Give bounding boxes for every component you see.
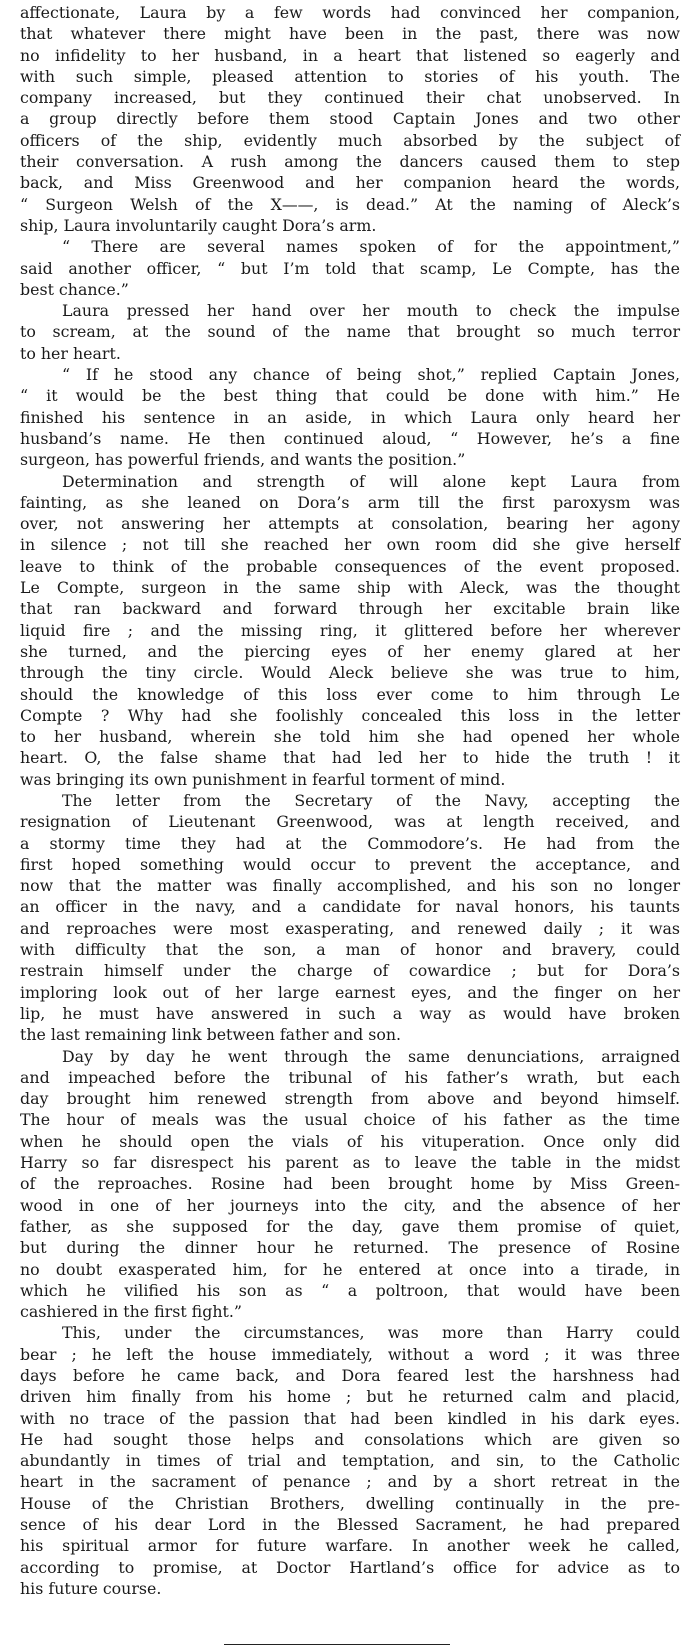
text-line: now that the matter was finally accomplished, and his son no longer	[20, 876, 680, 896]
text-line: lip, he must have answered in such a way as would have broken	[20, 1003, 680, 1023]
text-line: an officer in the navy, and a candidate for naval honors, his taunts	[20, 897, 680, 917]
text-line: He had sought those helps and consolations which are given so	[20, 1429, 680, 1449]
text-line: abundantly in times of trial and temptation, and sin, to the Catholic	[20, 1451, 680, 1471]
text-line: husband’s name. He then continued aloud, “ However, he’s a fine	[20, 428, 680, 448]
text-line: The letter from the Secretary of the Navy, accepting the	[62, 790, 680, 810]
text-line: House of the Christian Brothers, dwelling continually in the pre-	[20, 1493, 680, 1513]
text-line: wood in one of her journeys into the city, and the absence of her	[20, 1195, 680, 1215]
text-line: Day by day he went through the same denunciations, arraigned	[62, 1046, 680, 1066]
text-line: said another officer, “ but I’m told that scamp, Le Compte, has the	[20, 258, 680, 278]
text-line: resignation of Lieutenant Greenwood, was at length received, and	[20, 812, 680, 832]
text-line: best chance.”	[20, 279, 129, 299]
text-line: first hoped something would occur to prevent the acceptance, and	[20, 854, 680, 874]
text-line: restrain himself under the charge of cowardice ; but for Dora’s	[20, 961, 680, 981]
text-line: back, and Miss Greenwood and her companion heard the words,	[20, 173, 680, 193]
text-line: his future course.	[20, 1578, 162, 1598]
text-line: father, as she supposed for the day, gave them promise of quiet,	[20, 1216, 680, 1236]
text-line: no doubt exasperated him, for he entered at once into a tirade, in	[20, 1259, 680, 1279]
text-line: “ If he stood any chance of being shot,” replied Captain Jones,	[62, 365, 680, 385]
text-line: to her heart.	[20, 343, 121, 363]
text-line: Laura pressed her hand over her mouth to check the impulse	[62, 301, 680, 321]
text-line: driven him finally from his home ; but he returned calm and placid,	[20, 1387, 680, 1407]
text-line: Determination and strength of will alone kept Laura from	[62, 471, 680, 491]
text-line: and impeached before the tribunal of his father’s wrath, but each	[20, 1067, 680, 1087]
text-line: the last remaining link between father and son.	[20, 1025, 402, 1045]
text-line: with difficulty that the son, a man of honor and bravery, could	[20, 940, 680, 960]
text-line: “ There are several names spoken of for the appointment,”	[62, 237, 680, 257]
text-line: to scream, at the sound of the name that brought so much terror	[20, 322, 680, 342]
text-line: days before he came back, and Dora feared lest the harshness had	[20, 1366, 680, 1385]
text-line: over, not answering her attempts at consolation, bearing her agony	[20, 514, 680, 534]
text-line: she turned, and the piercing eyes of her enemy glared at her	[20, 641, 680, 661]
text-line: leave to think of the probable consequences of the event proposed.	[20, 556, 680, 576]
text-line: that ran backward and forward through her excitable brain like	[20, 599, 680, 619]
text-line: that whatever there might have been in the past, there was now	[20, 24, 680, 44]
text-line: fainting, as she leaned on Dora’s arm till the first paroxysm was	[20, 492, 680, 512]
text-line: ship, Laura involuntarily caught Dora’s arm.	[20, 215, 377, 235]
text-line: liquid fire ; and the missing ring, it glittered before her wherever	[20, 620, 680, 640]
text-line: a stormy time they had at the Commodore’s. He had from the	[20, 833, 680, 853]
text-line: his spiritual armor for future warfare. In another week he called,	[20, 1536, 680, 1556]
text-line: heart. O, the false shame that had led her to hide the truth ! it	[20, 748, 680, 768]
text-line: cashiered in the first fight.”	[20, 1302, 242, 1322]
text-line: This, under the circumstances, was more than Harry could	[62, 1323, 680, 1343]
text-line: affectionate, Laura by a few words had convinced her companion,	[20, 3, 680, 22]
text-line: finished his sentence in an aside, in which Laura only heard her	[20, 407, 680, 427]
text-line: to her husband, wherein she told him she had opened her whole	[20, 727, 680, 747]
text-line: their conversation. A rush among the dancers caused them to step	[20, 152, 680, 172]
text-line: heart in the sacrament of penance ; and by a short retreat in the	[20, 1472, 680, 1492]
text-line: day brought him renewed strength from above and beyond himself.	[20, 1089, 680, 1109]
text-line: “ it would be the best thing that could be done with him.” He	[20, 386, 680, 406]
text-line: imploring look out of her large earnest eyes, and the finger on her	[20, 982, 680, 1002]
end-rule	[224, 1644, 450, 1645]
text-line: of the reproaches. Rosine had been brought home by Miss Green-	[20, 1174, 680, 1194]
text-line: company increased, but they continued their chat unobserved. In	[20, 88, 680, 108]
text-line: according to promise, at Doctor Hartland’s office for advice as to	[20, 1557, 680, 1577]
text-line: through the tiny circle. Would Aleck believe she was true to him,	[20, 663, 680, 683]
text-line: officers of the ship, evidently much absorbed by the subject of	[20, 130, 680, 150]
text-line: Compte ? Why had she foolishly concealed this loss in the letter	[20, 705, 680, 725]
text-line: no infidelity to her husband, in a heart that listened so eagerly and	[20, 45, 680, 65]
body-text	[20, 2, 680, 1599]
text-line: surgeon, has powerful friends, and wants the position.”	[20, 450, 466, 470]
text-line: The hour of meals was the usual choice of his father as the time	[20, 1110, 680, 1130]
text-line: when he should open the vials of his vituperation. Once only did	[20, 1131, 680, 1151]
text-line: should the knowledge of this loss ever come to him through Le	[20, 684, 680, 704]
text-line: sence of his dear Lord in the Blessed Sacrament, he had prepared	[20, 1515, 680, 1535]
text-line: a group directly before them stood Captain Jones and two other	[20, 109, 680, 129]
text-line: was bringing its own punishment in fearful torment of mind.	[20, 769, 506, 789]
text-line: Le Compte, surgeon in the same ship with Aleck, was the thought	[20, 578, 680, 598]
text-line: with such simple, pleased attention to stories of his youth. The	[20, 66, 680, 86]
text-line: but during the dinner hour he returned. The presence of Rosine	[20, 1238, 680, 1258]
text-line: with no trace of the passion that had been kindled in his dark eyes.	[20, 1408, 680, 1428]
text-line: bear ; he left the house immediately, without a word ; it was three	[20, 1344, 680, 1364]
text-line: in silence ; not till she reached her own room did she give herself	[20, 535, 680, 555]
text-line: “ Surgeon Welsh of the X——, is dead.” At the naming of Aleck’s	[20, 194, 680, 214]
text-line: Harry so far disrespect his parent as to leave the table in the midst	[20, 1153, 680, 1173]
text-line: which he vilified his son as “ a poltroon, that would have been	[20, 1280, 680, 1300]
text-line: and reproaches were most exasperating, and renewed daily ; it was	[20, 918, 680, 938]
